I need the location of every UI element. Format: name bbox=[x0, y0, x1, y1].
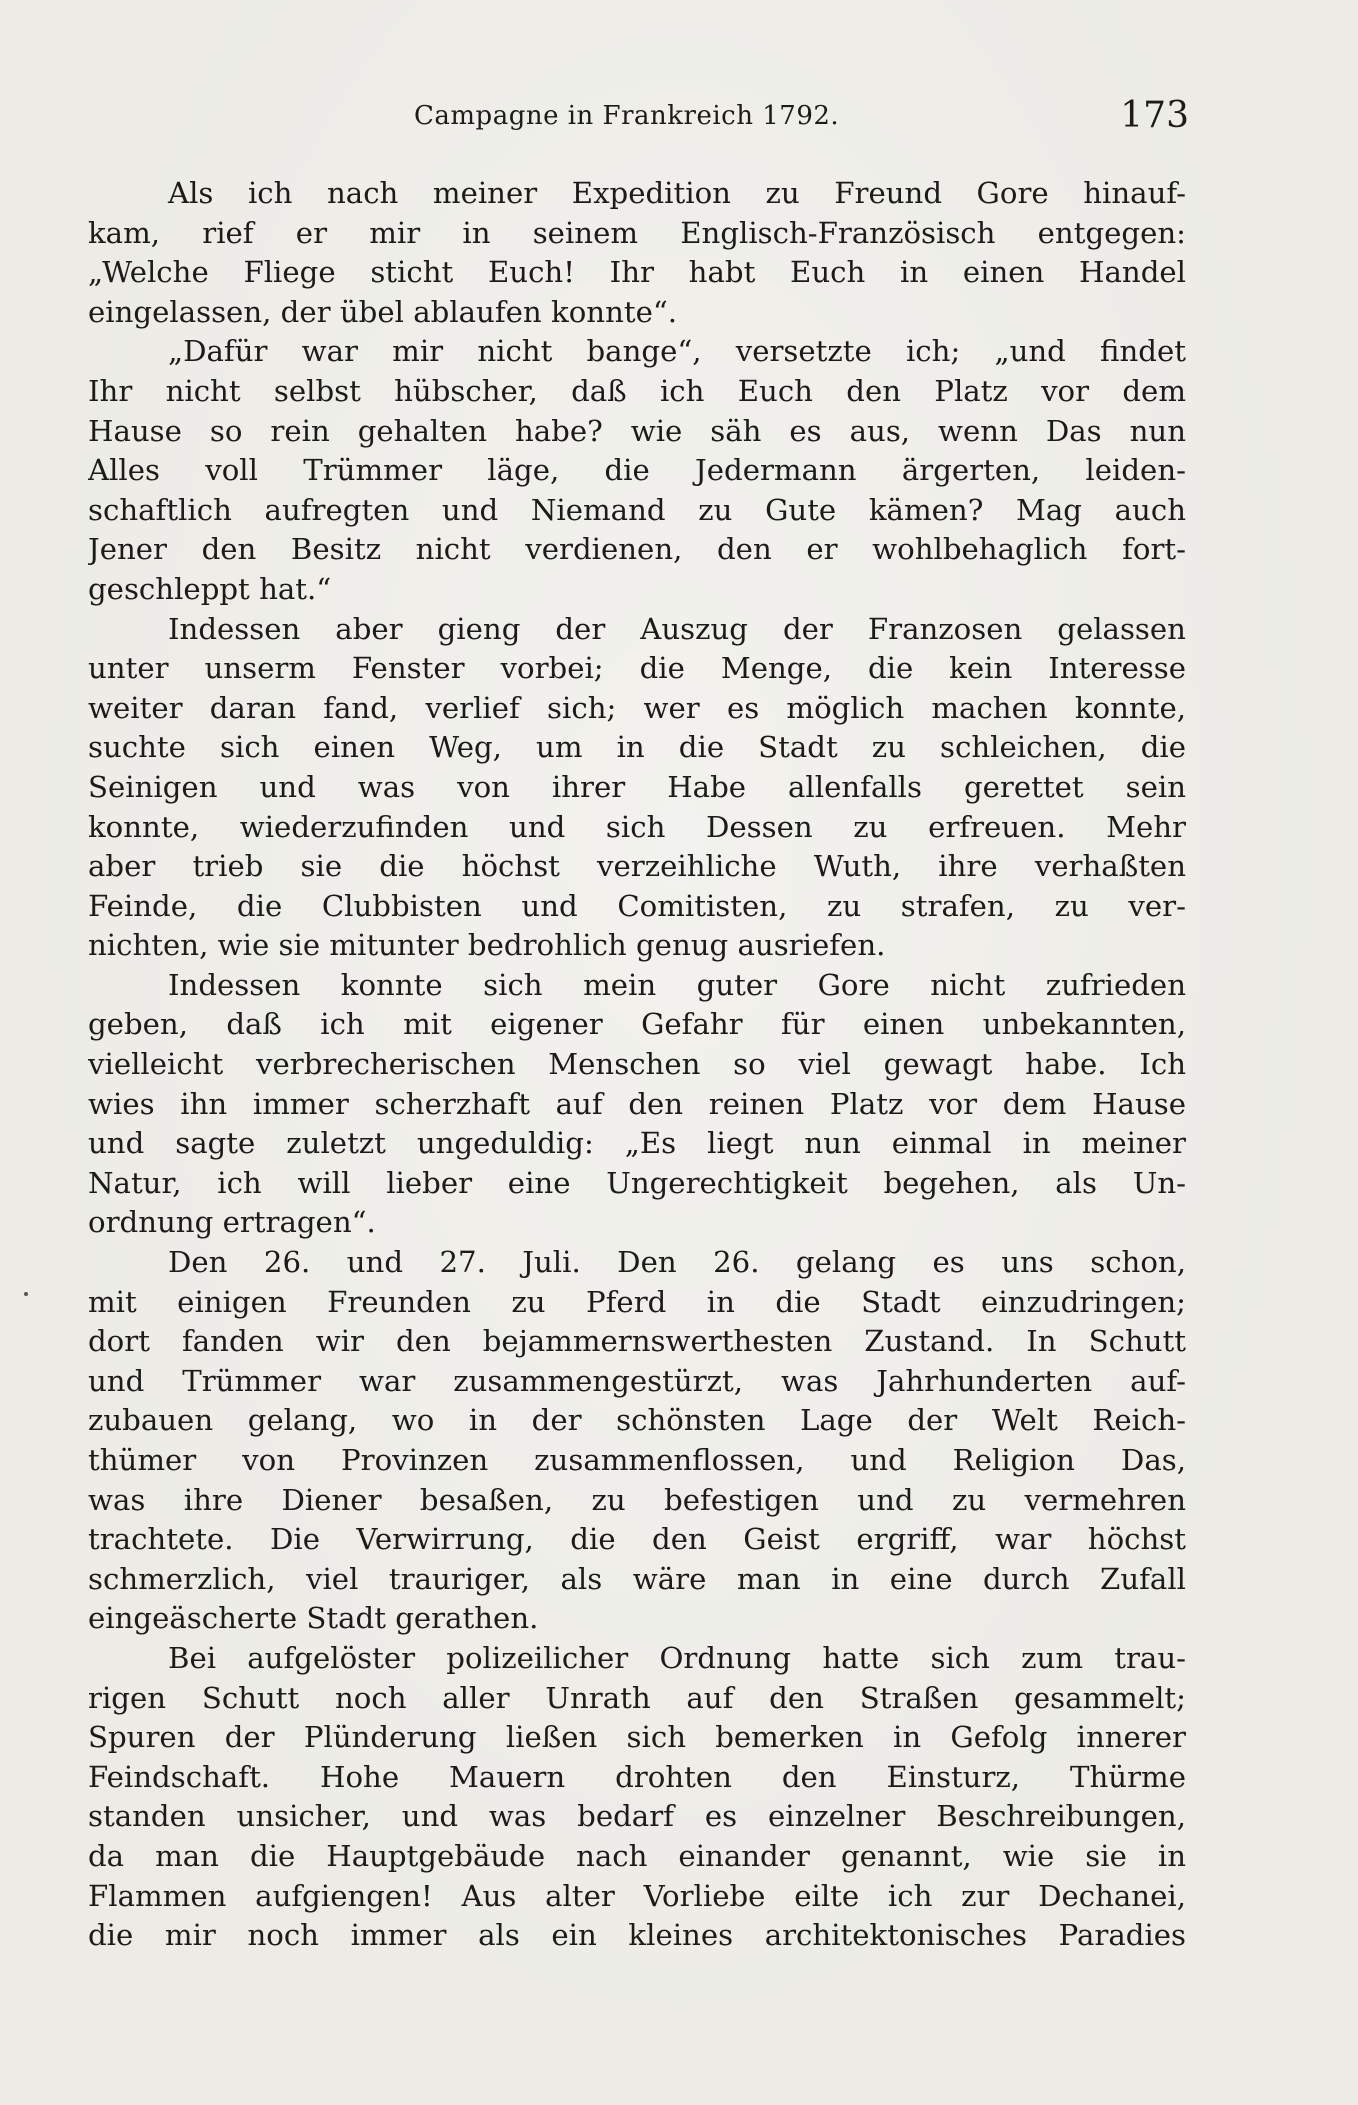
text-line: „Welche Fliege sticht Euch! Ihr habt Euch in einen Handel bbox=[88, 255, 1186, 290]
paper-speck bbox=[24, 1292, 28, 1296]
text-line: Alles voll Trümmer läge, die Jedermann ärgerten, leiden- bbox=[88, 453, 1186, 488]
text-line: zubauen gelang, wo in der schönsten Lage der Welt Reich- bbox=[88, 1403, 1186, 1438]
page-number: 173 bbox=[1120, 95, 1189, 136]
text-line: Feindschaft. Hohe Mauern drohten den Einsturz, Thürme bbox=[88, 1759, 1186, 1794]
text-line: Jener den Besitz nicht verdienen, den er wohlbehaglich fort- bbox=[88, 532, 1186, 567]
text-line: suchte sich einen Weg, um in die Stadt zu schleichen, die bbox=[88, 730, 1186, 765]
text-line: wies ihn immer scherzhaft auf den reinen Platz vor dem Hause bbox=[88, 1086, 1186, 1121]
text-line: Den 26. und 27. Juli. Den 26. gelang es uns schon, bbox=[168, 1245, 1186, 1280]
text-line: Spuren der Plünderung ließen sich bemerken in Gefolg innerer bbox=[88, 1720, 1186, 1755]
text-line: weiter daran fand, verlief sich; wer es möglich machen konnte, bbox=[88, 690, 1186, 725]
text-line: standen unsicher, und was bedarf es einzelner Beschreibungen, bbox=[88, 1799, 1186, 1834]
running-title: Campagne in Frankreich 1792. bbox=[414, 101, 840, 131]
text-line: kam, rief er mir in seinem Englisch-Französisch entgegen: bbox=[88, 215, 1186, 250]
text-line: Natur, ich will lieber eine Ungerechtigkeit begehen, als Un- bbox=[88, 1165, 1186, 1200]
text-line: Indessen aber gieng der Auszug der Franzosen gelassen bbox=[168, 611, 1186, 646]
text-line: aber trieb sie die höchst verzeihliche Wuth, ihre verhaßten bbox=[88, 849, 1186, 884]
body-text bbox=[88, 174, 1186, 1956]
text-line: Flammen aufgiengen! Aus alter Vorliebe eilte ich zur Dechanei, bbox=[88, 1878, 1186, 1913]
text-line: dort fanden wir den bejammernswerthesten Zustand. In Schutt bbox=[88, 1324, 1186, 1359]
text-line: thümer von Provinzen zusammenflossen, und Religion Das, bbox=[88, 1443, 1186, 1477]
text-line: da man die Hauptgebäude nach einander genannt, wie sie in bbox=[88, 1838, 1186, 1873]
text-line: geschleppt hat.“ bbox=[88, 571, 332, 606]
text-line: Indessen konnte sich mein guter Gore nicht zufrieden bbox=[168, 967, 1186, 1002]
text-line: Ihr nicht selbst hübscher, daß ich Euch den Platz vor dem bbox=[88, 373, 1186, 408]
text-line: ordnung ertragen“. bbox=[88, 1205, 376, 1240]
text-line: „Dafür war mir nicht bange“, versetzte ich; „und findet bbox=[168, 334, 1186, 369]
text-line: nichten, wie sie mitunter bedrohlich genug ausriefen. bbox=[88, 928, 886, 963]
text-line: was ihre Diener besaßen, zu befestigen und zu vermehren bbox=[88, 1482, 1186, 1517]
text-line: eingelassen, der übel ablaufen konnte“. bbox=[88, 294, 678, 329]
text-line: vielleicht verbrecherischen Menschen so viel gewagt habe. Ich bbox=[88, 1047, 1186, 1082]
text-line: geben, daß ich mit eigener Gefahr für einen unbekannten, bbox=[88, 1007, 1186, 1042]
text-line: trachtete. Die Verwirrung, die den Geist ergriff, war höchst bbox=[88, 1522, 1186, 1557]
text-line: und sagte zuletzt ungeduldig: „Es liegt nun einmal in meiner bbox=[88, 1126, 1186, 1161]
text-line: Feinde, die Clubbisten und Comitisten, zu strafen, zu ver- bbox=[88, 888, 1186, 923]
text-line: und Trümmer war zusammengestürzt, was Jahrhunderten auf- bbox=[88, 1363, 1186, 1398]
text-line: eingeäscherte Stadt gerathen. bbox=[88, 1601, 539, 1636]
text-line: schmerzlich, viel trauriger, als wäre man in eine durch Zufall bbox=[88, 1561, 1186, 1596]
text-line: Hause so rein gehalten habe? wie säh es aus, wenn Das nun bbox=[88, 413, 1186, 448]
text-line: Als ich nach meiner Expedition zu Freund Gore hinauf- bbox=[168, 176, 1186, 210]
text-line: konnte, wiederzufinden und sich Dessen zu erfreuen. Mehr bbox=[88, 809, 1186, 844]
text-line: mit einigen Freunden zu Pferd in die Stadt einzudringen; bbox=[88, 1284, 1186, 1319]
text-line: rigen Schutt noch aller Unrath auf den Straßen gesammelt; bbox=[88, 1680, 1186, 1715]
text-line: unter unserm Fenster vorbei; die Menge, die kein Interesse bbox=[88, 651, 1186, 686]
page-header bbox=[88, 95, 1189, 147]
text-line: schaftlich aufregten und Niemand zu Gute kämen? Mag auch bbox=[88, 492, 1186, 527]
text-line: Bei aufgelöster polizeilicher Ordnung hatte sich zum trau- bbox=[168, 1640, 1186, 1675]
text-line: die mir noch immer als ein kleines architektonisches Paradies bbox=[88, 1918, 1186, 1953]
text-line: Seinigen und was von ihrer Habe allenfalls gerettet sein bbox=[88, 769, 1186, 804]
